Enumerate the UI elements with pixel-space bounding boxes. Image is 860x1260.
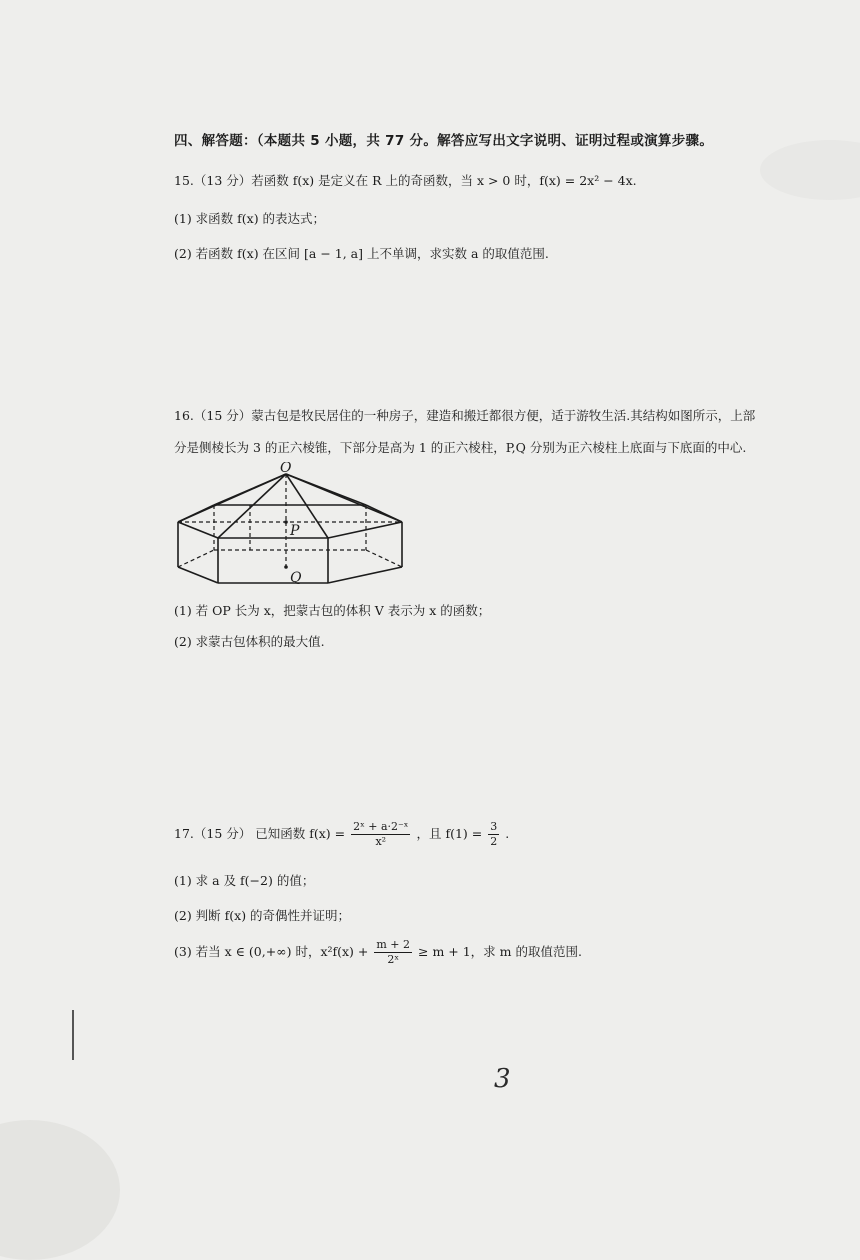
scan-stain <box>760 140 860 200</box>
q17-part3-prefix: (3) 若当 x ∈ (0,+∞) 时，x²f(x) + <box>174 944 369 959</box>
q17-period: . <box>505 826 510 841</box>
pyramid-edge <box>218 474 286 538</box>
q17-part3-numerator: m + 2 <box>376 938 411 951</box>
label-o: O <box>280 462 292 476</box>
prism-edge <box>178 567 218 583</box>
q17-part3-fraction <box>374 938 412 967</box>
q15-part1: (1) 求函数 f(x) 的表达式； <box>174 211 326 226</box>
pyramid-edge <box>214 474 286 505</box>
scan-edge-mark <box>72 1010 74 1060</box>
point-q <box>284 565 288 569</box>
q17-part2: (2) 判断 f(x) 的奇偶性并证明； <box>174 908 351 923</box>
q16-part1: (1) 若 OP 长为 x，把蒙古包的体积 V 表示为 x 的函数； <box>174 603 491 618</box>
prism-edge <box>328 522 402 538</box>
q17-part3-denominator: 2ˣ <box>387 953 400 966</box>
q15-part2: (2) 若函数 f(x) 在区间 [a − 1, a] 上不单调，求实数 a 的取值范围. <box>174 246 549 261</box>
q17-part3 <box>174 938 582 967</box>
prism-edge <box>178 522 218 538</box>
q17-stem <box>174 820 509 849</box>
q17-value-fraction <box>488 820 499 849</box>
q17-function-fraction <box>351 820 410 849</box>
point-p <box>284 520 288 524</box>
page-number: 3 <box>494 1064 511 1094</box>
q16-stem-line2: 分是侧棱长为 3 的正六棱锥，下部分是高为 1 的正六棱柱，P,Q 分别为正六棱柱上底面与下底面的中心. <box>174 440 747 455</box>
q17-val-denominator: 2 <box>490 835 498 848</box>
q16-stem-line1: 16.（15 分）蒙古包是牧民居住的一种房子，建造和搬迁都很方便，适于游牧生活.其结构如图所示，上部 <box>174 408 756 423</box>
q16-part2: (2) 求蒙古包体积的最大值. <box>174 634 325 649</box>
q17-frac-denominator: x² <box>375 835 387 848</box>
hidden-edge <box>178 550 214 567</box>
section-heading: 四、解答题：（本题共 5 小题，共 77 分。解答应写出文字说明、证明过程或演算步骤。 <box>174 133 714 149</box>
q17-stem-prefix: 17.（15 分） 已知函数 f(x) = <box>174 826 346 841</box>
label-p: P <box>290 523 300 539</box>
q17-part1: (1) 求 a 及 f(−2) 的值； <box>174 873 315 888</box>
q15-stem: 15.（13 分）若函数 f(x) 是定义在 R 上的奇函数，当 x > 0 时，f(x) = 2x² − 4x. <box>174 173 637 188</box>
label-q: Q <box>290 570 302 586</box>
hidden-edge <box>366 550 402 567</box>
q17-frac-numerator: 2ˣ + a·2⁻ˣ <box>353 820 409 833</box>
q17-stem-mid: ，且 f(1) = <box>416 826 483 841</box>
prism-edge <box>328 567 402 583</box>
scan-stain <box>0 1120 120 1260</box>
yurt-figure <box>170 462 420 590</box>
q17-part3-suffix: ≥ m + 1，求 m 的取值范围. <box>418 944 582 959</box>
pyramid-edge <box>286 474 366 505</box>
q17-val-numerator: 3 <box>490 820 498 833</box>
